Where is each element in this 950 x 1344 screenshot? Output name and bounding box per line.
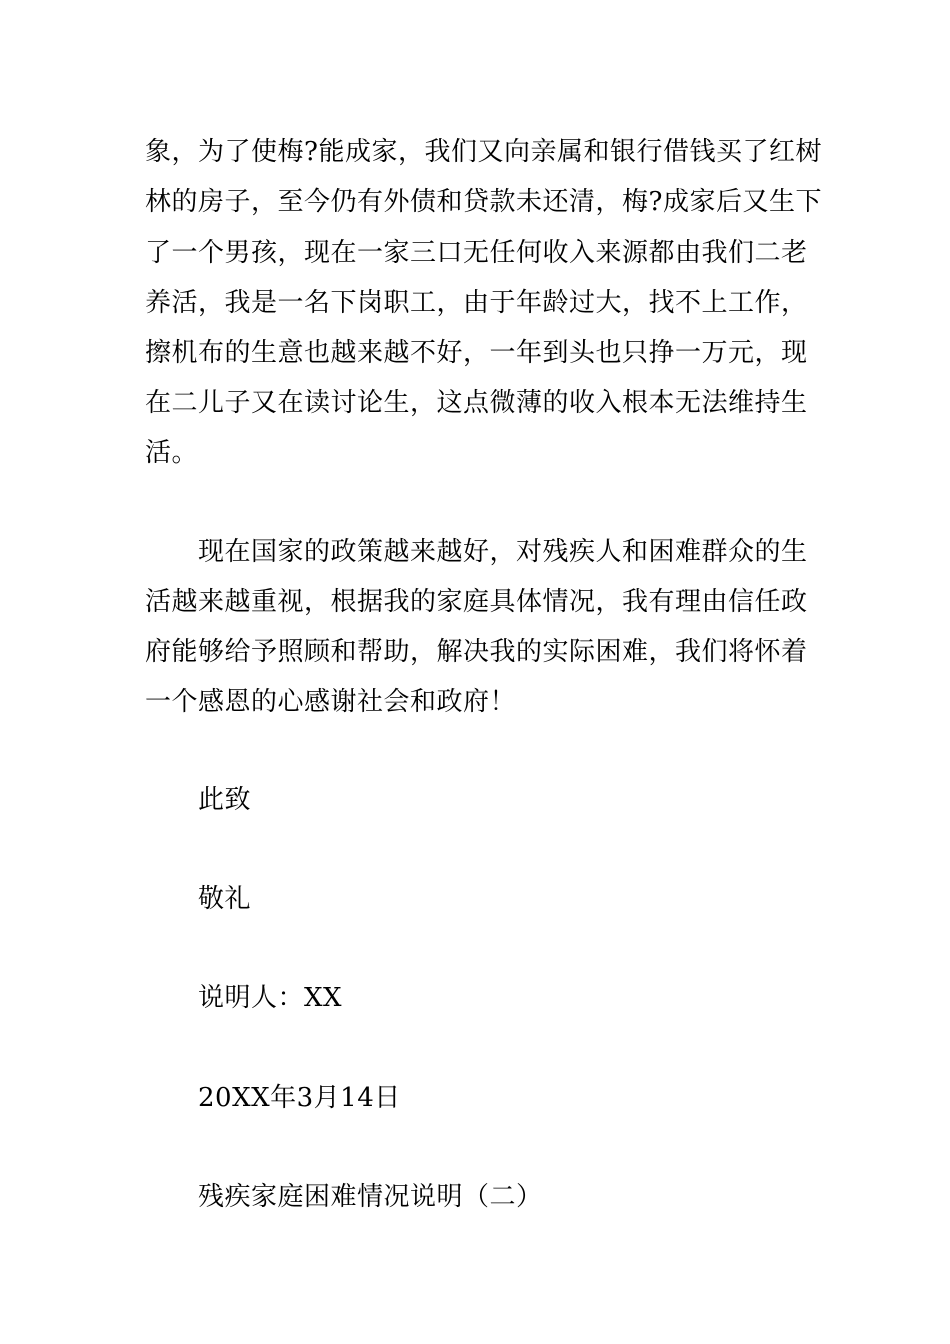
date: 20XX年3月14日 (198, 1083, 401, 1113)
paragraph-1-line: 了一个男孩，现在一家三口无任何收入来源都由我们二老 (145, 238, 808, 268)
paragraph-1-line: 在二儿子又在读讨论生，这点微薄的收入根本无法维持生 (145, 388, 808, 418)
paragraph-1-line: 活。 (145, 438, 199, 468)
paragraph-2-line: 一个感恩的心感谢社会和政府！ (145, 687, 517, 717)
salutation: 此致 (198, 785, 252, 815)
paragraph-2-line: 活越来越重视，根据我的家庭具体情况，我有理由信任政 (145, 587, 808, 617)
regards: 敬礼 (198, 884, 252, 914)
paragraph-1-line: 擦机布的生意也越来越不好，一年到头也只挣一万元，现 (145, 338, 808, 368)
next-section-title: 残疾家庭困难情况说明（二） (198, 1182, 543, 1212)
paragraph-2-line: 府能够给予照顾和帮助，解决我的实际困难，我们将怀着 (145, 637, 808, 667)
paragraph-1-line: 养活，我是一名下岗职工，由于年龄过大，找不上工作， (145, 288, 808, 318)
paragraph-1-line: 象，为了使梅?能成家，我们又向亲属和银行借钱买了红树 (145, 137, 822, 167)
paragraph-1-line: 林的房子，至今仍有外债和贷款未还清，梅?成家后又生下 (145, 187, 822, 217)
signer: 说明人：XX (198, 983, 343, 1013)
paragraph-2-line: 现在国家的政策越来越好，对残疾人和困难群众的生 (198, 537, 808, 567)
